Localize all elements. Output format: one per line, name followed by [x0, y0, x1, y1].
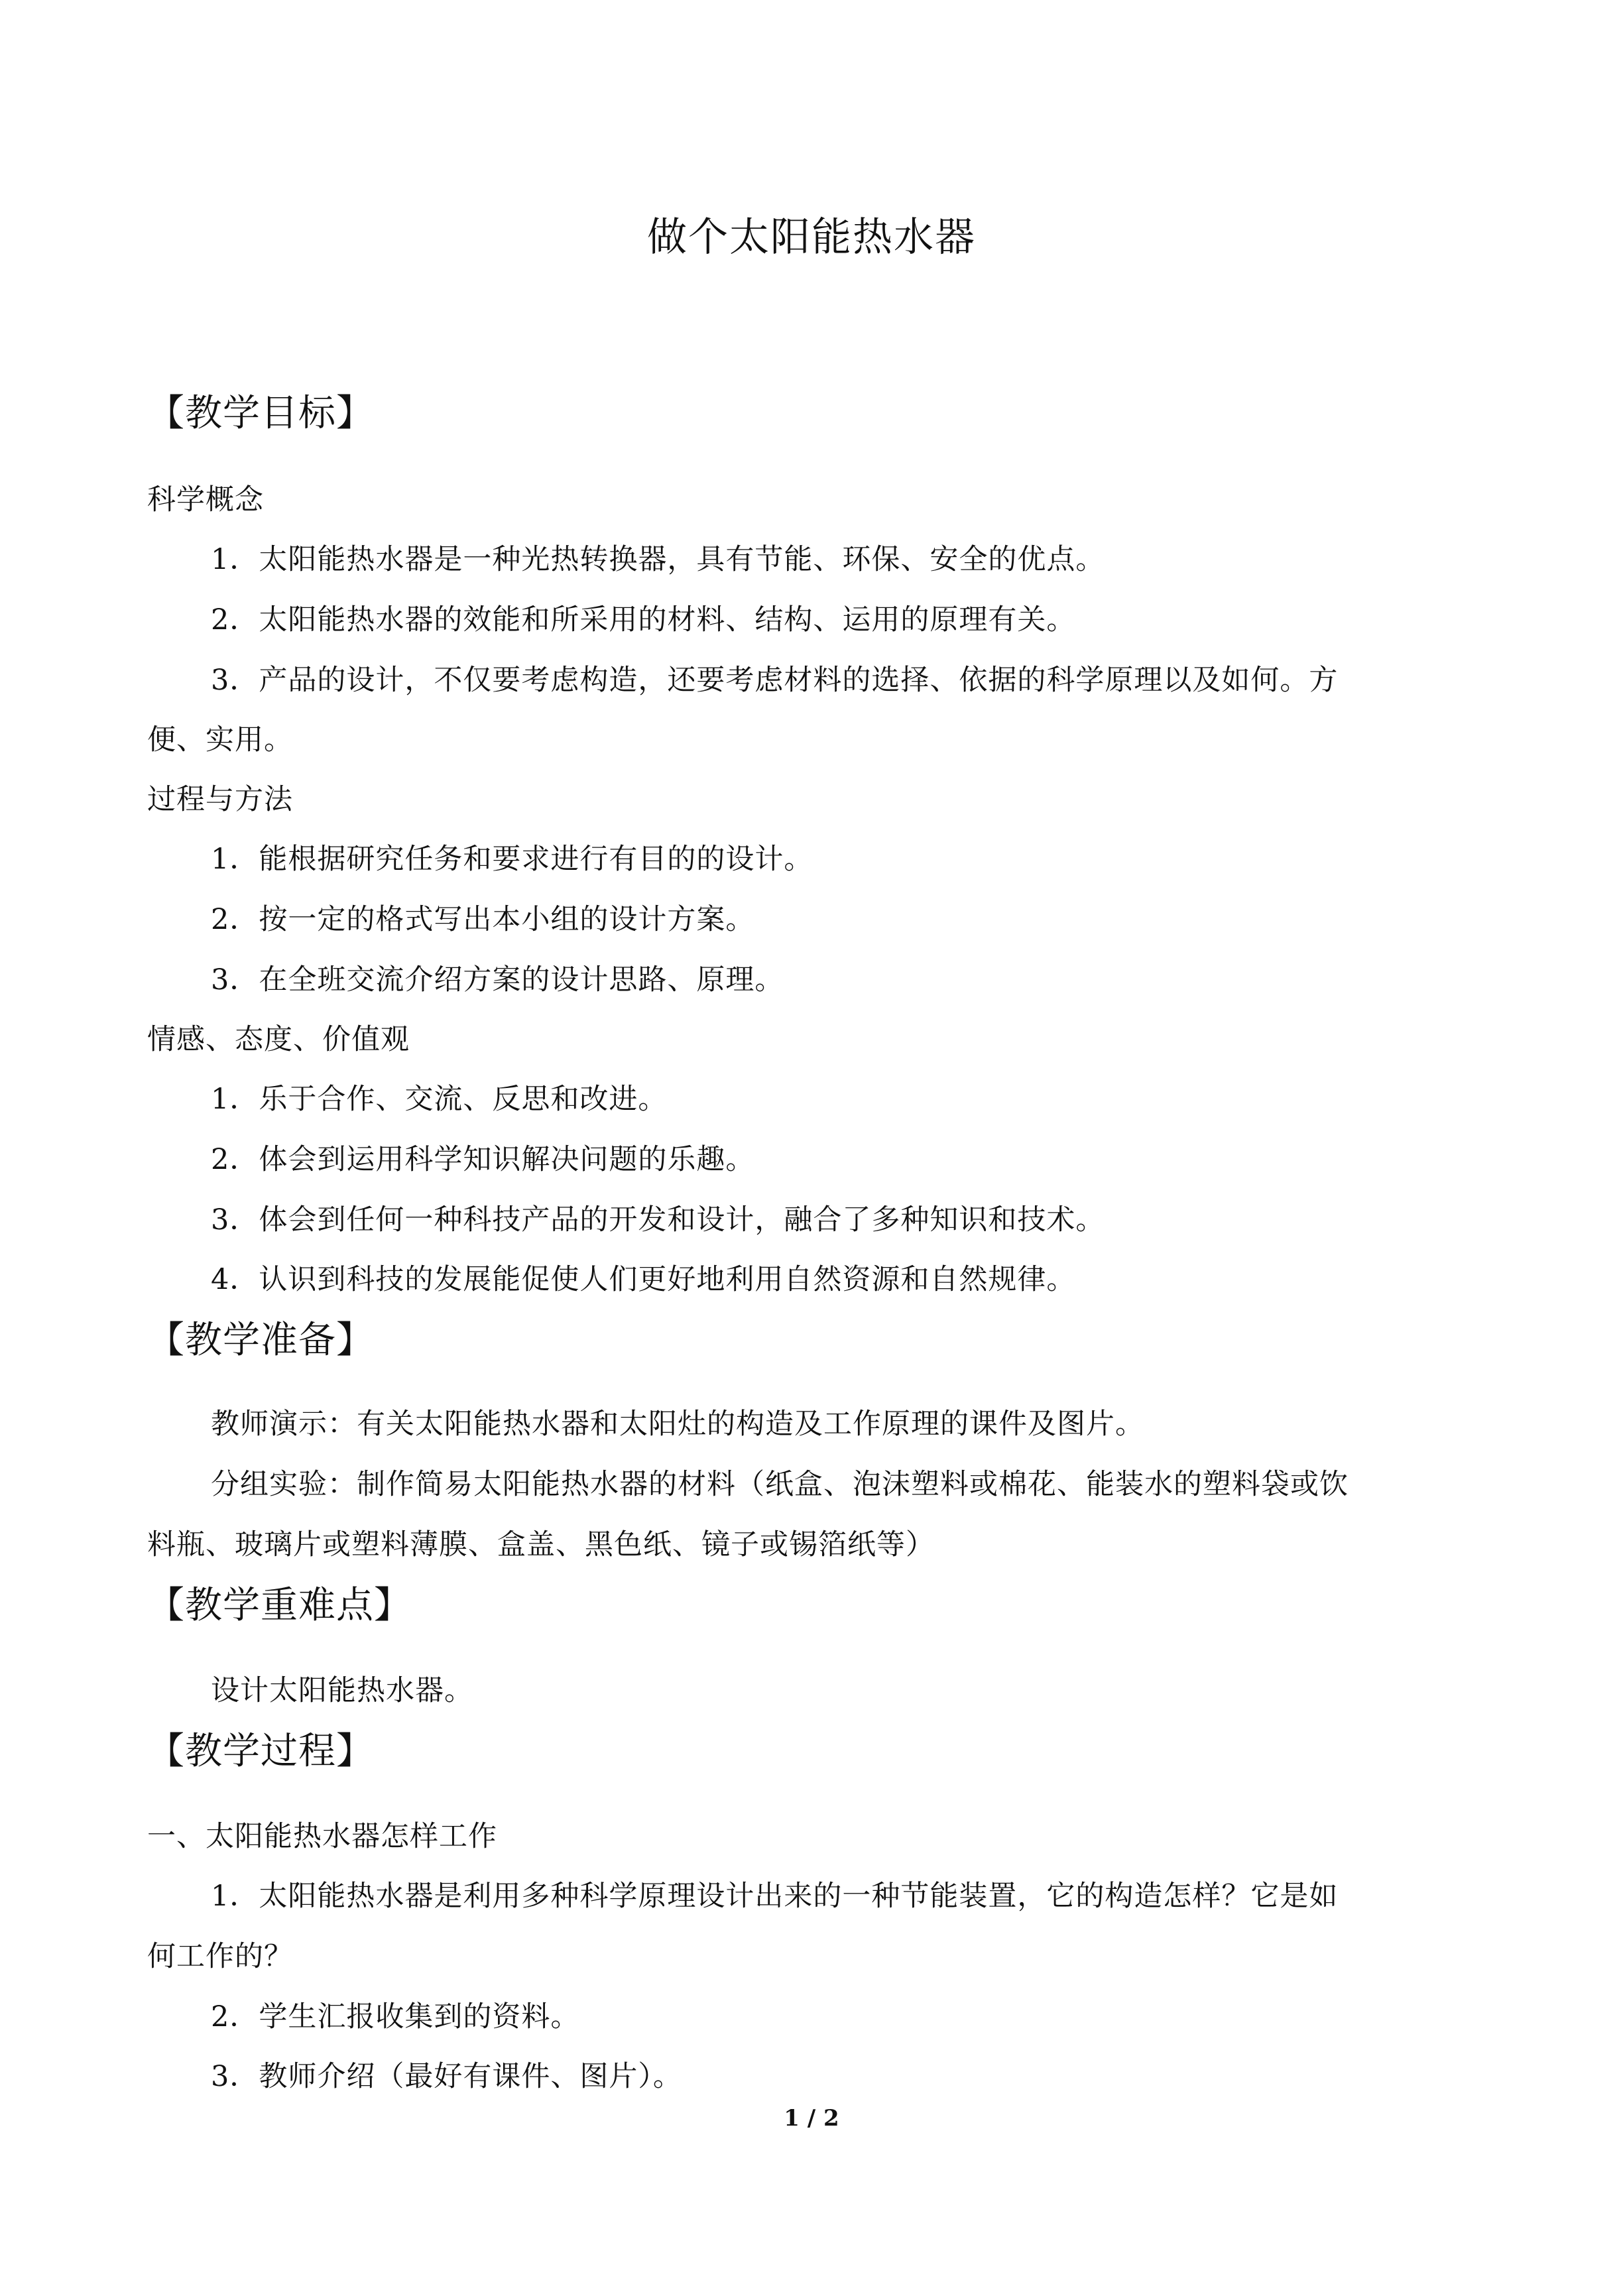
- page-number: 1 / 2: [784, 2105, 839, 2132]
- process-step-3: 3．教师介绍（最好有课件、图片）。: [211, 2060, 682, 2093]
- concept-item-3-continuation: 便、实用。: [147, 723, 293, 756]
- attitude-item-3: 3．体会到任何一种科技产品的开发和设计，融合了多种知识和技术。: [211, 1203, 1105, 1237]
- process-step-1-line-1: 1．太阳能热水器是利用多种科学原理设计出来的一种节能装置，它的构造怎样？它是如: [211, 1880, 1339, 1913]
- attitude-item-4: 4．认识到科技的发展能促使人们更好地利用自然资源和自然规律。: [211, 1263, 1076, 1296]
- process-item-3: 3．在全班交流介绍方案的设计思路、原理。: [211, 963, 784, 997]
- section-heading-key-points: 【教学重难点】: [147, 1584, 412, 1627]
- concept-item-2: 2．太阳能热水器的效能和所采用的材料、结构、运用的原理有关。: [211, 603, 1076, 636]
- preparation-group-line-2: 料瓶、玻璃片或塑料薄膜、盒盖、黑色纸、镜子或锡箔纸等）: [147, 1528, 935, 1561]
- key-points-text: 设计太阳能热水器。: [211, 1674, 473, 1707]
- subsection-label-process: 过程与方法: [147, 783, 293, 816]
- section-heading-process: 【教学过程】: [147, 1730, 374, 1773]
- process-step-2: 2．学生汇报收集到的资料。: [211, 2000, 580, 2033]
- concept-item-1: 1．太阳能热水器是一种光热转换器，具有节能、环保、安全的优点。: [211, 543, 1105, 576]
- attitude-item-2: 2．体会到运用科学知识解决问题的乐趣。: [211, 1143, 755, 1176]
- subsection-label-concepts: 科学概念: [147, 483, 264, 516]
- process-subheading: 一、太阳能热水器怎样工作: [147, 1820, 497, 1853]
- process-item-2: 2．按一定的格式写出本小组的设计方案。: [211, 903, 755, 936]
- page-title: 做个太阳能热水器: [647, 214, 976, 261]
- section-heading-objectives: 【教学目标】: [147, 392, 374, 435]
- preparation-group-line-1: 分组实验：制作简易太阳能热水器的材料（纸盒、泡沫塑料或棉花、能装水的塑料袋或饮: [211, 1468, 1349, 1501]
- process-item-1: 1．能根据研究任务和要求进行有目的的设计。: [211, 843, 813, 876]
- preparation-teacher: 教师演示：有关太阳能热水器和太阳灶的构造及工作原理的课件及图片。: [211, 1408, 1144, 1441]
- process-step-1-line-2: 何工作的？: [147, 1940, 293, 1973]
- attitude-item-1: 1．乐于合作、交流、反思和改进。: [211, 1083, 668, 1116]
- section-heading-preparation: 【教学准备】: [147, 1319, 374, 1362]
- concept-item-3: 3．产品的设计，不仅要考虑构造，还要考虑材料的选择、依据的科学原理以及如何。方: [211, 664, 1339, 697]
- subsection-label-attitude: 情感、态度、价值观: [147, 1023, 410, 1056]
